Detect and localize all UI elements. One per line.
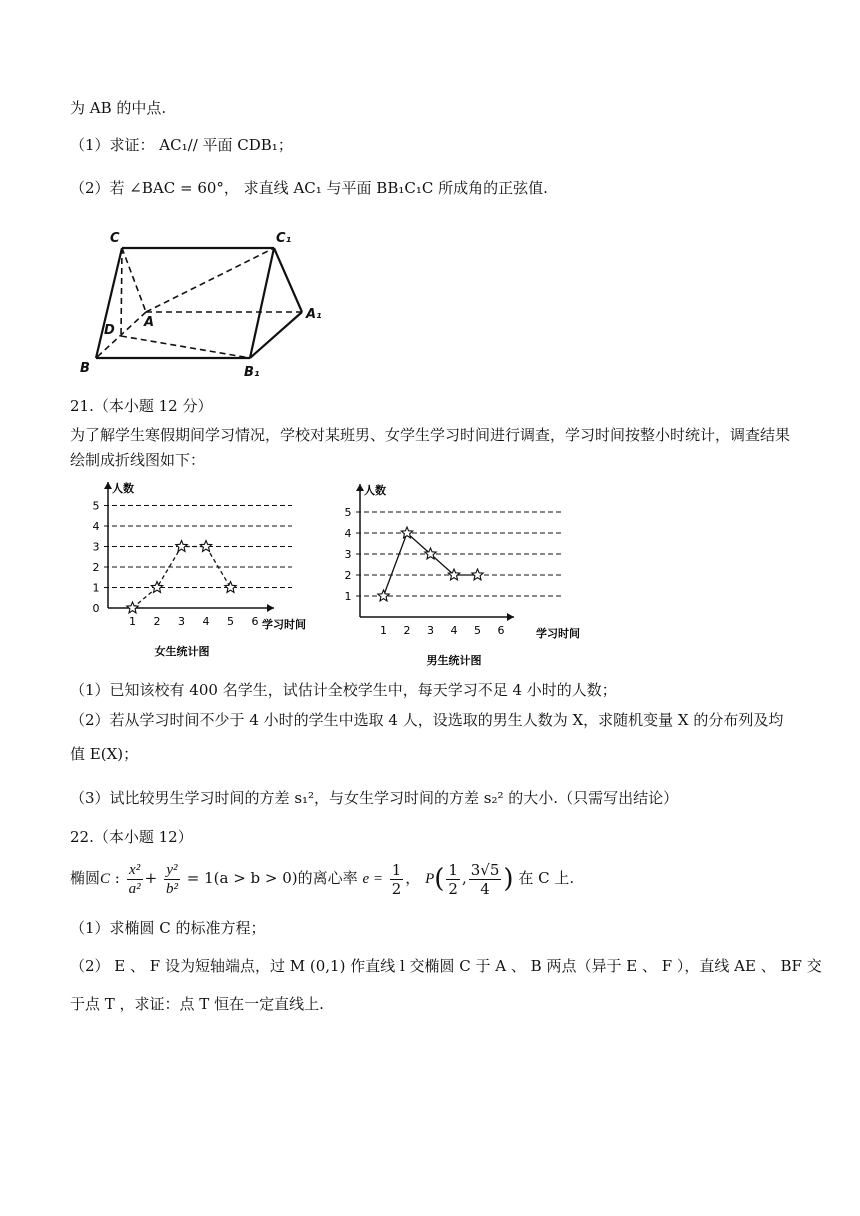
x-tick-4: 4	[450, 624, 458, 637]
frac-px: $\frac{1}{2}$	[448, 860, 458, 898]
label-A: A	[144, 315, 155, 330]
continuation-text: 为 AB 的中点.	[70, 99, 167, 117]
girls-line-chart	[74, 478, 334, 663]
frac-y2-b2: $\frac{\text{y²}}{\text{b²}}$	[165, 861, 178, 897]
x-tick-4: 4	[202, 615, 210, 628]
ellipse-name: C	[100, 871, 111, 887]
question-1: （1）求证： AC₁// 平面 CDB₁；	[70, 136, 293, 154]
x-tick-2: 2	[403, 624, 411, 637]
y-tick-5: 5	[92, 499, 100, 513]
problem-21-intro-2: 绘制成折线图如下：	[70, 451, 206, 469]
x-tick-6: 6	[251, 615, 259, 628]
edge-A-C1	[146, 248, 274, 312]
y-tick-4: 4	[344, 527, 352, 540]
x-axis-label: 学习时间	[262, 618, 306, 631]
y-tick-1: 1	[92, 581, 100, 595]
edge-C1-A1	[274, 248, 302, 312]
series-line	[133, 547, 231, 609]
x-tick-1: 1	[129, 615, 136, 628]
y-axis-arrow	[356, 484, 364, 491]
data-point-3	[176, 541, 187, 552]
label-B: B	[80, 361, 90, 376]
label-B1: B₁	[244, 365, 260, 380]
x-tick-3: 3	[178, 615, 185, 628]
y-tick-2: 2	[92, 561, 100, 574]
chart-title: 女生统计图	[154, 645, 210, 658]
edge-D-B1	[121, 336, 250, 358]
problem-21-q2-b: 值 E(X)；	[70, 745, 139, 763]
frac-py: $\frac{3√5}{4}$	[470, 860, 500, 898]
label-A1: A₁	[306, 307, 322, 322]
problem-21-q1: （1）已知该校有 400 名学生，试估计全校学生中，每天学习不足 4 小时的人数；	[70, 681, 617, 699]
edge-C-A	[122, 248, 146, 312]
y-tick-1: 1	[344, 590, 352, 603]
y-tick-0: 0	[92, 602, 100, 615]
data-point-5	[472, 569, 483, 580]
problem-21-q2-a: （2）若从学习时间不少于 4 小时的学生中选取 4 人，设选取的男生人数为 X，求随机变量 X 的分布列及均	[70, 711, 784, 729]
x-tick-5: 5	[474, 624, 481, 637]
frac-x2-a2: $\frac{\text{x²}}{\text{a²}}$	[128, 861, 141, 897]
y-axis-arrow	[104, 482, 112, 489]
y-tick-3: 3	[92, 540, 100, 554]
problem-22-header: 22.（本小题 12）	[70, 828, 193, 846]
eccentricity-label: 的离心率	[297, 869, 358, 887]
edge-C-D	[121, 248, 122, 336]
series-line	[384, 533, 478, 596]
data-point-2	[151, 582, 162, 593]
eccentricity-symbol: e =	[362, 871, 383, 887]
y-axis-label: 人数	[112, 482, 134, 495]
point-P: P	[425, 871, 435, 887]
problem-21-intro-1: 为了解学生寒假期间学习情况，学校对某班男、女学生学习时间进行调查，学习时间按整小时统计，调查结果	[70, 426, 791, 444]
edge-C-B	[96, 248, 122, 358]
problem-22-q2-b: 于点 T ，求证：点 T 恒在一定直线上.	[70, 995, 324, 1013]
statement-end: 在 C 上.	[518, 869, 575, 887]
chart-title: 男生统计图	[426, 654, 482, 667]
prism-figure	[76, 226, 336, 391]
problem-22-statement: 椭圆C : $\frac{\text{x²}}{\text{a²}}$ + $\frac{\text{y²}}{\text{b²}}$ = 1(a > b > 0)的离心率 e = $\frac{1}{2}$ ， P( $\frac{1}{2}$ , $\frac{3√5}{4}$ ) 在 C 上.	[70, 860, 575, 898]
problem-21-header: 21.（本小题 12 分）	[70, 397, 213, 415]
x-tick-1: 1	[380, 624, 387, 637]
x-axis-arrow	[267, 604, 274, 612]
problem-22-q1: （1）求椭圆 C 的标准方程；	[70, 919, 266, 937]
y-tick-5: 5	[344, 506, 352, 519]
x-axis-label: 学习时间	[536, 627, 580, 640]
edge-C1-B1	[250, 248, 274, 358]
y-tick-2: 2	[344, 569, 352, 582]
x-tick-2: 2	[153, 615, 161, 628]
data-point-4	[200, 541, 211, 552]
x-tick-3: 3	[427, 624, 434, 637]
problem-21-q3: （3）试比较男生学习时间的方差 s₁²，与女生学习时间的方差 s₂² 的大小.（只需写出结论）	[70, 789, 679, 807]
y-axis-label: 人数	[364, 484, 386, 497]
ellipse-condition: = 1(a > b > 0)	[186, 869, 298, 887]
question-2: （2）若 ∠BAC = 60°， 求直线 AC₁ 与平面 BB₁C₁C 所成角的正弦值.	[70, 179, 548, 197]
label-D: D	[104, 323, 115, 338]
ellipse-prefix: 椭圆	[70, 869, 101, 887]
boys-line-chart	[340, 480, 600, 670]
label-C: C	[110, 231, 120, 246]
y-tick-4: 4	[92, 520, 100, 533]
x-tick-5: 5	[227, 615, 234, 628]
y-tick-3: 3	[344, 548, 352, 561]
data-point-5	[225, 582, 236, 593]
label-C1: C₁	[276, 231, 292, 246]
data-point-1	[127, 602, 138, 613]
x-axis-arrow	[507, 613, 514, 621]
problem-22-q2-a: （2） E 、 F 设为短轴端点，过 M (0,1) 作直线 l 交椭圆 C 于 A 、 B 两点（异于 E 、 F ），直线 AE 、 BF 交	[70, 957, 822, 975]
data-point-1	[378, 590, 389, 601]
x-tick-6: 6	[497, 624, 505, 637]
frac-half: $\frac{1}{2}$	[391, 860, 402, 898]
